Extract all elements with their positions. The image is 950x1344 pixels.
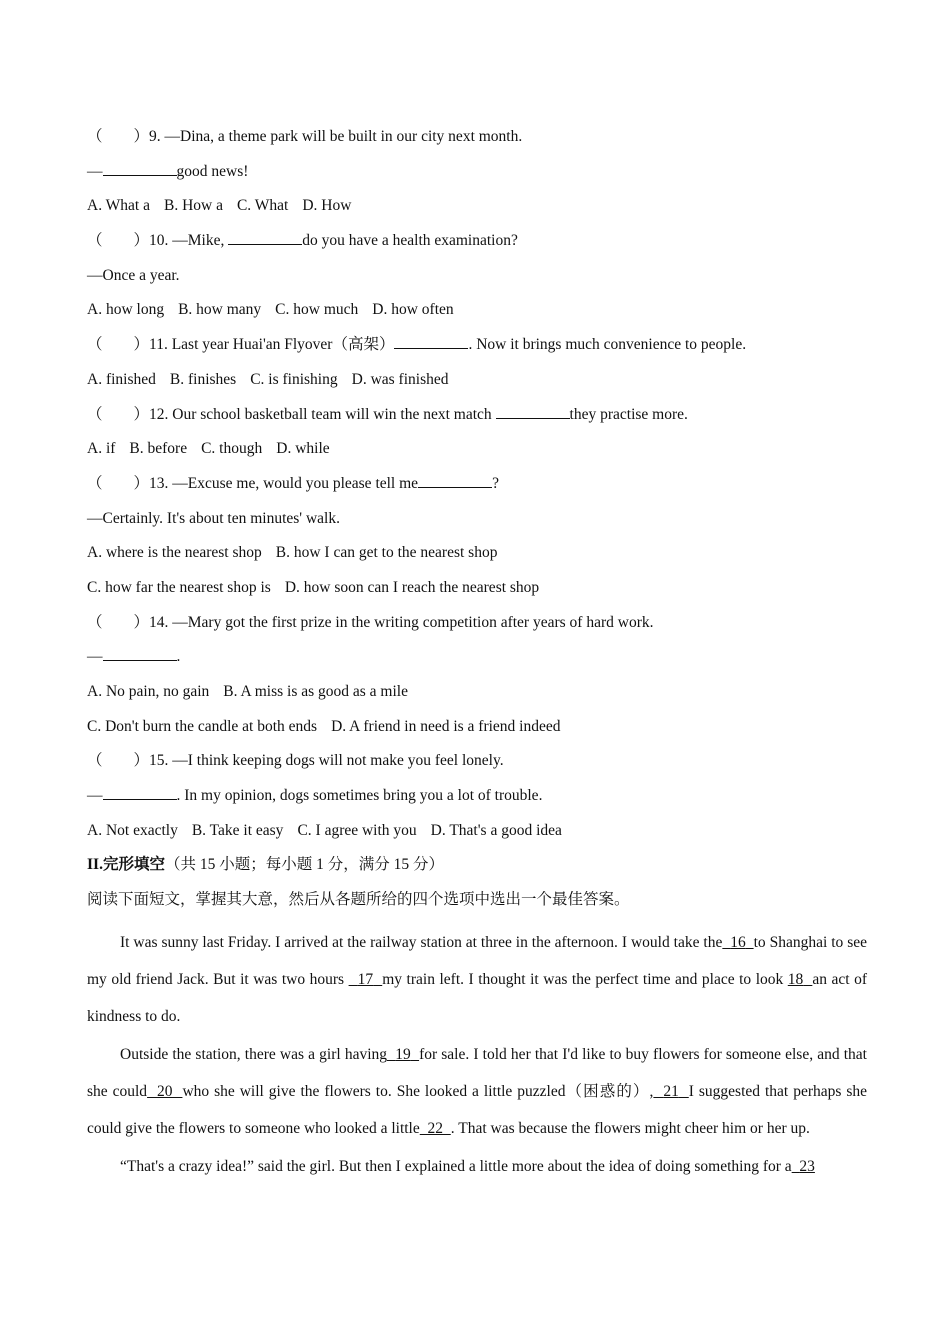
option-d: D. That's a good idea: [430, 821, 562, 839]
option-c: C. Don't burn the candle at both ends: [87, 717, 318, 735]
question-13-options-row1: [87, 542, 867, 577]
question-14: （ ）14. —Mary got the first prize in the writing competition after years of hard work.: [87, 613, 654, 631]
option-a: A. Not exactly: [87, 821, 178, 839]
question-9: （ ）9. —Dina, a theme park will be built in our city next month.: [87, 128, 523, 145]
answer-blank: [228, 231, 302, 245]
option-a: A. finished: [87, 370, 156, 388]
answer-blank: [103, 647, 177, 661]
question-12-options: [87, 438, 867, 473]
option-a: A. What a: [87, 197, 150, 215]
answer-blank: [103, 162, 177, 176]
question-number: 9: [149, 128, 157, 145]
cloze-blank: 23: [799, 1157, 815, 1175]
option-c: C. What: [236, 197, 289, 215]
exam-page: [87, 126, 867, 1185]
cloze-blank: 16: [730, 933, 746, 951]
cloze-blank: 18: [787, 971, 804, 989]
option-b: B. how many: [178, 301, 262, 319]
option-b: B. How a: [163, 197, 223, 215]
option-d: D. How: [302, 197, 352, 215]
cloze-blank: 19: [395, 1045, 411, 1063]
question-15-reply: — . In my opinion, dogs sometimes bring you a lot of trouble.: [87, 787, 543, 805]
option-d: D. while: [276, 440, 330, 458]
answer-blank: [496, 405, 570, 419]
option-c: C. how far the nearest shop is: [87, 578, 271, 596]
cloze-blank: 22: [427, 1120, 443, 1138]
question-number: 15: [149, 752, 165, 770]
question-10-reply: —Once a year.: [87, 266, 180, 284]
option-b: B. finishes: [169, 370, 237, 388]
question-9-reply: — good news!: [87, 162, 249, 180]
question-12: （ ）12. Our school basketball team will win the next match they practise more.: [87, 405, 688, 423]
option-d: D. how soon can I reach the nearest shop: [284, 578, 540, 596]
cloze-blank: 20: [157, 1083, 173, 1100]
question-13-reply: —Certainly. It's about ten minutes' walk.: [87, 509, 340, 527]
section-title: II.完形填空（共 15 小题；每小题 1 分，满分 15 分）: [87, 856, 444, 874]
option-c: C. how much: [275, 301, 359, 319]
question-14-reply: — .: [87, 648, 181, 666]
section-instruction: 阅读下面短文，掌握其大意，然后从各题所给的四个选项中选出一个最佳答案。: [87, 891, 630, 909]
question-15-options: [87, 820, 867, 855]
question-13-options-row2: [87, 577, 867, 612]
passage-paragraph-2: Outside the station, there was a girl having 19 for sale. I told her that I'd like to buy flowers for someone else, and that she could 20 who she will give the flowers to. She looked a little puzzled（困惑的）, 21 I suggested that perhaps she could give the flowers to someone who looked a little 22 . That was because the flowers might cheer him or her up.: [87, 1045, 868, 1138]
question-stem: —Dina, a theme park will be built in our city next month.: [164, 128, 523, 145]
question-9-options: [87, 195, 867, 230]
cloze-blank: 17: [357, 971, 374, 989]
option-d: D. how often: [372, 301, 454, 319]
option-a: A. where is the nearest shop: [87, 544, 262, 562]
passage-paragraph-3: “That's a crazy idea!” said the girl. But then I explained a little more about the idea of doing something for a 23: [120, 1157, 815, 1175]
option-b: B. before: [129, 440, 188, 458]
option-d: D. was finished: [351, 370, 449, 388]
option-b: B. A miss is as good as a mile: [223, 683, 408, 700]
answer-blank: [418, 474, 492, 488]
option-c: C. I agree with you: [297, 821, 417, 839]
option-b: B. how I can get to the nearest shop: [275, 544, 498, 562]
question-number: 13: [149, 474, 165, 492]
question-13: （ ）13. —Excuse me, would you please tell me ?: [87, 474, 499, 492]
question-number: 10: [149, 232, 165, 250]
answer-blank: [103, 786, 177, 800]
option-a: A. No pain, no gain: [87, 683, 210, 700]
question-11: （ ）11. Last year Huai'an Flyover（高架） . Now it brings much convenience to people.: [87, 336, 747, 354]
option-c: C. though: [201, 440, 263, 458]
option-b: B. Take it easy: [191, 821, 284, 839]
passage-paragraph-1: It was sunny last Friday. I arrived at the railway station at three in the afternoon. I would take the 16 to Shanghai to see my old friend Jack. But it was two hours 17 my train left. I thought it was the perfect time and place to look 18 an act of kindness to do.: [87, 933, 868, 1026]
question-14-options-row2: [87, 716, 867, 751]
answer-blank: [394, 335, 468, 349]
option-a: A. how long: [87, 301, 165, 319]
question-10: （ ）10. —Mike, do you have a health examination?: [87, 232, 518, 250]
option-c: C. is finishing: [250, 370, 338, 388]
option-a: A. if: [87, 440, 116, 458]
question-number: 14: [149, 613, 165, 631]
option-d: D. A friend in need is a friend indeed: [331, 717, 561, 735]
question-number: 11: [149, 336, 164, 354]
cloze-blank: 21: [663, 1083, 679, 1100]
question-14-options-row1: [87, 681, 867, 716]
question-11-options: [87, 369, 867, 404]
question-15: （ ）15. —I think keeping dogs will not make you feel lonely.: [87, 752, 504, 770]
question-10-options: [87, 299, 867, 334]
question-number: 12: [149, 405, 165, 423]
